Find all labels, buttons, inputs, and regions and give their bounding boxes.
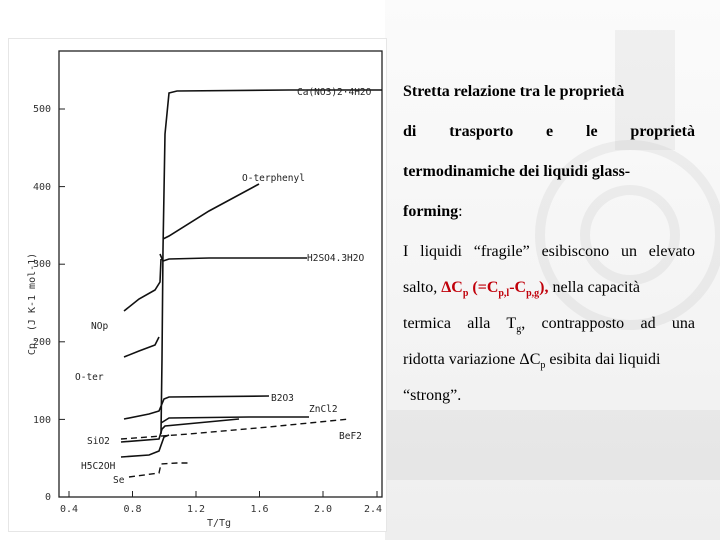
heading-line: termodinamiche dei liquidi glass- — [403, 163, 631, 180]
series-label-o-ter: O-ter — [75, 372, 104, 383]
heading-paragraph — [403, 78, 695, 238]
series-label-ethanol: H5C2OH — [81, 461, 116, 472]
cp-glass-subscript: p,g — [526, 288, 540, 300]
body-paragraph — [403, 238, 695, 418]
series-label-b2o3: B2O3 — [271, 393, 294, 404]
curve-ethanol — [121, 435, 169, 457]
x-ticks — [69, 491, 377, 497]
body-line: I liquidi “fragile” esibiscono un elevato — [403, 243, 695, 260]
curve-h2so4 — [160, 254, 307, 261]
y-tick-label: 300 — [32, 259, 51, 270]
cp-vs-t-over-tg-figure — [8, 38, 387, 532]
body-line — [403, 310, 695, 346]
x-tick-label: 1.6 — [250, 504, 269, 515]
y-axis-title: Cp, (J K-1 mol-1) — [27, 252, 38, 356]
curve-se — [129, 463, 189, 477]
y-tick-label: 200 — [32, 337, 51, 348]
cp-subscript: p — [540, 360, 546, 372]
heading-word: forming — [403, 203, 459, 220]
cp-label: C — [451, 279, 463, 296]
y-ticks — [59, 109, 65, 497]
cp-subscript: p — [462, 288, 469, 300]
delta-symbol: Δ — [519, 351, 530, 368]
slide-text — [403, 78, 695, 418]
curve-o-ter — [124, 337, 159, 357]
tg-subscript: g — [516, 324, 522, 336]
cp-dash: -C — [509, 279, 527, 296]
x-tick-label: 1.2 — [186, 504, 206, 515]
heading-colon: : — [458, 203, 463, 220]
body-line — [403, 274, 695, 310]
x-tick-label: 0.4 — [59, 504, 79, 515]
body-line — [403, 346, 695, 382]
body-text: , contrapposto ad una — [521, 315, 695, 332]
curve-o-terphenyl — [163, 184, 259, 239]
heading-line — [403, 198, 695, 238]
cp-liquid-subscript: p,l — [498, 288, 510, 300]
cp-plot-svg — [9, 39, 386, 531]
series-label-nop: NOp — [91, 321, 109, 332]
y-tick-label: 100 — [32, 415, 51, 426]
series-label-se: Se — [113, 475, 125, 486]
series-label-o-terphenyl: O-terphenyl — [242, 173, 305, 184]
curve-nop — [124, 259, 161, 311]
y-tick-label: 0 — [44, 492, 51, 503]
y-tick-label: 400 — [32, 182, 51, 193]
body-text: ridotta variazione — [403, 351, 520, 368]
x-axis-title: T/Tg — [206, 518, 232, 529]
curve-b2o3 — [124, 396, 269, 419]
x-tick-label: 0.8 — [123, 504, 142, 515]
dashed-curves — [121, 419, 349, 477]
y-tick-label: 500 — [32, 104, 51, 115]
x-tick-label: 2.0 — [313, 504, 333, 515]
body-text: esibita dai liquidi — [545, 351, 661, 368]
body-text: nella capacità — [548, 279, 640, 296]
series-label-bef2: BeF2 — [339, 431, 362, 442]
body-line: “strong”. — [403, 387, 462, 404]
series-label-h2so4: H2SO4.3H2O — [307, 253, 365, 264]
machine-frame-shape — [385, 410, 720, 480]
body-text: termica alla T — [403, 315, 517, 332]
cp-close: ), — [539, 279, 549, 296]
cp-definition: (=C — [468, 279, 499, 296]
series-label-sio2: SiO2 — [87, 436, 110, 447]
curve-bef2 — [121, 419, 349, 439]
x-tick-label: 2.4 — [363, 504, 383, 515]
cp-label: C — [529, 351, 541, 368]
series-label-zncl2: ZnCl2 — [309, 404, 338, 415]
heading-line: di trasporto e le proprietà — [403, 123, 695, 140]
plot-frame — [59, 51, 382, 497]
series-label-ca-no3: Ca(NO3)2·4H2O — [297, 87, 372, 98]
curves — [121, 90, 382, 457]
delta-symbol: Δ — [441, 279, 452, 296]
heading-line: Stretta relazione tra le proprietà — [403, 83, 625, 100]
body-text: salto, — [403, 279, 442, 296]
